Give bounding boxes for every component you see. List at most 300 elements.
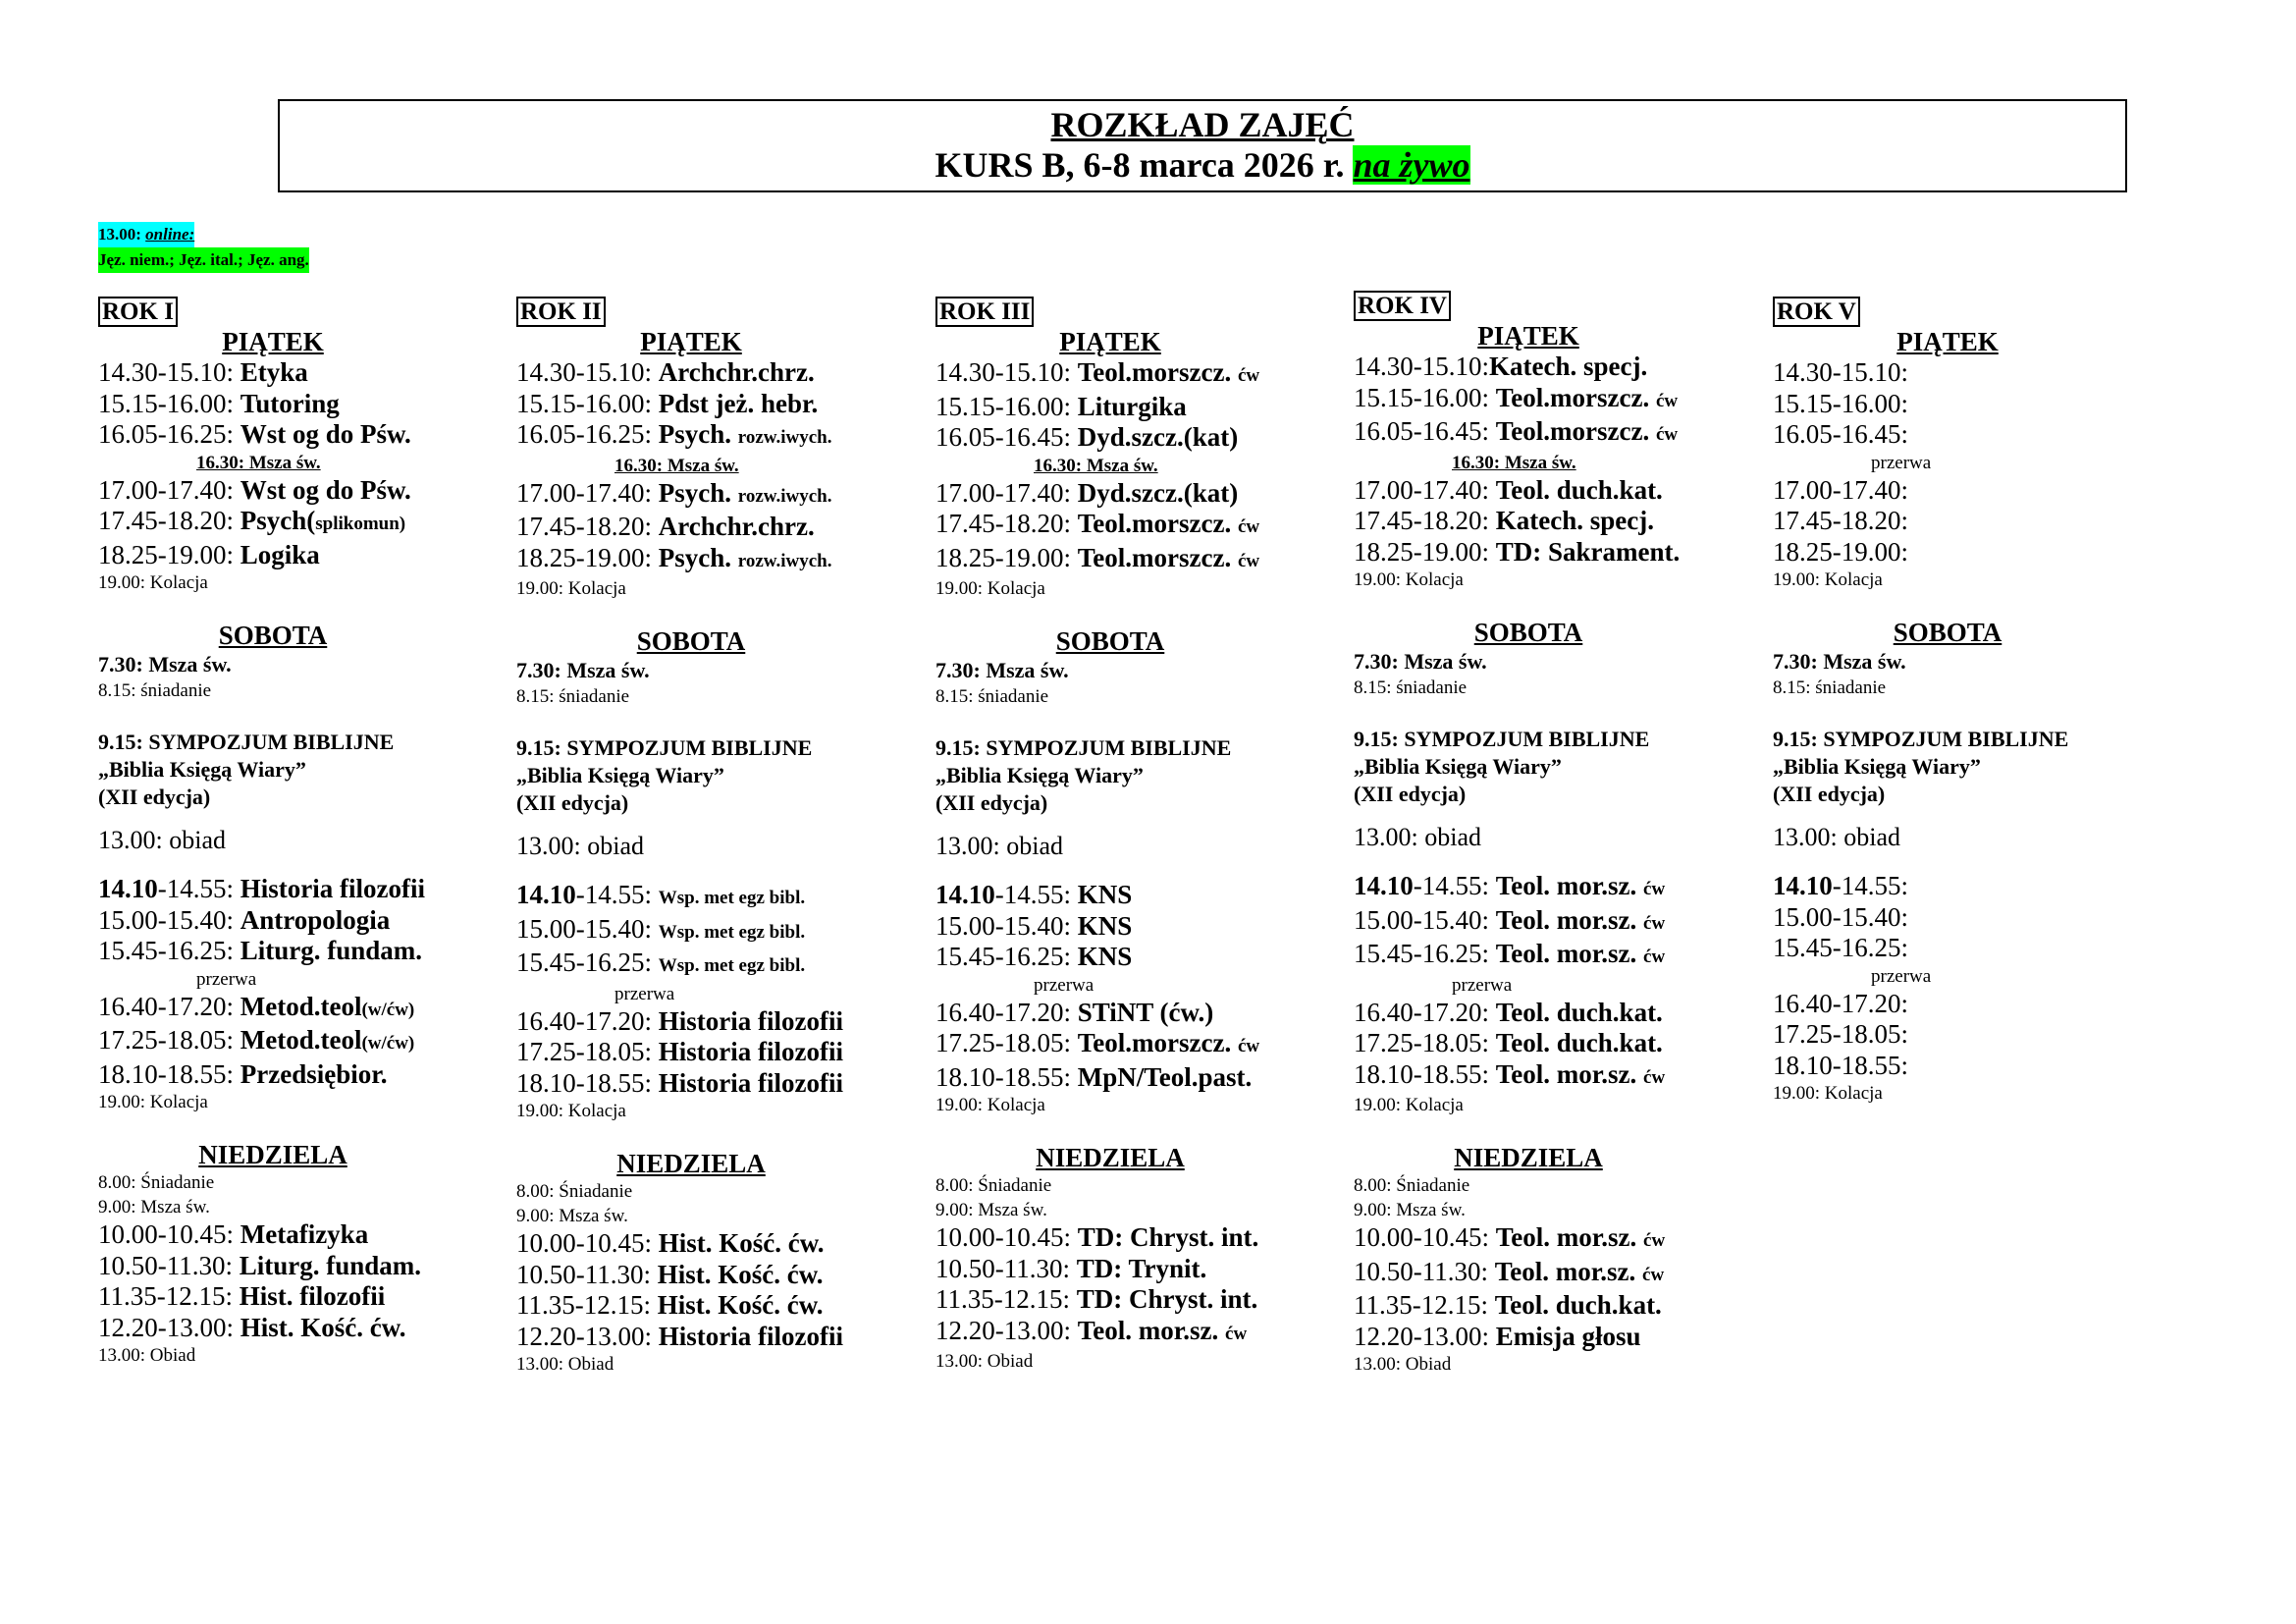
row-time: 16.05-16.45:	[1354, 416, 1496, 446]
row-subject: Teol.morszcz.	[1077, 542, 1238, 572]
schedule-row	[1773, 989, 2165, 1020]
mass-note: 7.30: Msza św.	[935, 658, 1069, 682]
row-time: 18.25-19.00:	[1773, 536, 1908, 567]
spacer	[935, 1117, 1328, 1143]
row-subject-note: ćw	[1237, 550, 1260, 571]
row-time: 14.30-15.10:	[516, 357, 659, 387]
day-heading-sunday: NIEDZIELA	[198, 1140, 347, 1169]
row-subject: TD: Sakrament.	[1495, 536, 1681, 567]
row-subject: KNS	[1077, 880, 1133, 909]
row-subject: Dyd.szcz.(kat)	[1077, 477, 1239, 508]
schedule-row	[935, 392, 1328, 423]
row-subject-note: ćw	[1237, 1036, 1260, 1056]
row-time: 17.00-17.40:	[516, 477, 659, 508]
supper-note: 19.00: Kolacja	[98, 1092, 208, 1112]
mass-note: 7.30: Msza św.	[516, 658, 650, 682]
page-title: ROZKŁAD ZAJĘĆ	[1050, 105, 1355, 144]
year-label: ROK II	[516, 297, 606, 327]
row-time: 15.45-16.25:	[935, 942, 1078, 971]
schedule-row	[1773, 1019, 2165, 1051]
row-subject-note: (w/ćw)	[361, 999, 415, 1020]
year-label: ROK IV	[1354, 291, 1451, 321]
row-subject: MpN/Teol.past.	[1077, 1061, 1253, 1092]
schedule-row	[935, 422, 1328, 454]
row-time: 10.50-11.30:	[1354, 1256, 1495, 1286]
row-time: -14.55:	[1413, 871, 1496, 900]
schedule-row	[935, 1284, 1328, 1316]
row-subject: Tutoring	[240, 388, 340, 418]
spacer	[98, 703, 491, 729]
row-time: 11.35-12.15:	[935, 1284, 1077, 1314]
row-subject: Hist. Kość. ćw.	[657, 1259, 824, 1289]
row-time: 17.00-17.40:	[98, 474, 240, 505]
schedule-row	[98, 1251, 491, 1282]
row-subject: Antropologia	[240, 904, 391, 935]
row-subject-note: ćw	[1642, 1264, 1665, 1285]
year-label: ROK III	[935, 297, 1034, 327]
row-subject-note: ćw	[1643, 1066, 1666, 1088]
page-subtitle	[280, 144, 2125, 186]
row-subject-note: ćw	[1225, 1323, 1248, 1344]
mass-note: 7.30: Msza św.	[1773, 649, 1906, 674]
row-subject: KNS	[1077, 910, 1133, 941]
row-subject: Teol. mor.sz.	[1495, 1058, 1644, 1089]
online-time: 13.00:	[98, 225, 141, 244]
row-subject: Hist. Kość. ćw.	[658, 1228, 825, 1258]
row-time: 11.35-12.15:	[516, 1290, 658, 1320]
symposium-name: „Biblia Księgą Wiary”	[516, 763, 724, 787]
row-subject: Dyd.szcz.(kat)	[1077, 422, 1239, 452]
schedule-row	[98, 1059, 491, 1091]
spacer	[1354, 1117, 1746, 1143]
breakfast-note: 8.00: Śniadanie	[1354, 1175, 1470, 1196]
schedule-row	[935, 1062, 1328, 1094]
mass-row: 16.30: Msza św.	[614, 455, 739, 476]
row-time: 16.40-17.20:	[1354, 997, 1496, 1027]
row-subject: Hist. Kość. ćw.	[657, 1290, 824, 1320]
online-note	[98, 222, 309, 273]
supper-note: 19.00: Kolacja	[1354, 569, 1464, 590]
row-time: 15.00-15.40:	[935, 910, 1078, 941]
breakfast-note: 8.15: śniadanie	[935, 686, 1049, 707]
schedule-row	[935, 998, 1328, 1029]
spacer	[516, 601, 909, 626]
row-time: 16.40-17.20:	[935, 997, 1078, 1027]
break-row: przerwa	[1452, 974, 1513, 996]
mass-note: 7.30: Msza św.	[1354, 649, 1487, 674]
row-subject: Historia filozofii	[240, 874, 425, 903]
live-badge: na żywo	[1353, 145, 1470, 185]
schedule-row	[1773, 1051, 2165, 1082]
row-time-start: 14.10	[1354, 871, 1414, 900]
row-subject: Teol. duch.kat.	[1495, 997, 1663, 1027]
schedule-row	[516, 880, 909, 914]
breakfast-note: 8.00: Śniadanie	[935, 1175, 1052, 1196]
row-time: 14.30-15.10:	[1773, 357, 1908, 387]
row-subject: Katech. specj.	[1495, 506, 1654, 535]
row-time: 15.45-16.25:	[516, 947, 659, 977]
lunch-note: 13.00: Obiad	[1354, 1354, 1452, 1375]
row-subject-note: ćw	[1643, 947, 1666, 967]
row-time: 17.45-18.20:	[98, 506, 240, 535]
row-time: 17.00-17.40:	[1773, 474, 1908, 505]
row-time: 18.10-18.55:	[935, 1061, 1078, 1092]
row-subject: Historia filozofii	[658, 1005, 843, 1036]
row-subject: Teol.morszcz.	[1077, 1028, 1238, 1057]
row-subject-note: ćw	[1237, 516, 1260, 537]
online-languages: Jęz. niem.; Jęz. ital.; Jęz. ang.	[98, 247, 309, 273]
row-time: 15.45-16.25:	[1773, 933, 1908, 962]
symposium-title: 9.15: SYMPOZJUM BIBLIJNE	[935, 735, 1232, 760]
symposium-edition: (XII edycja)	[98, 785, 211, 809]
row-time: 15.00-15.40:	[1354, 904, 1496, 935]
row-subject: Metafizyka	[240, 1219, 369, 1249]
title-box	[278, 99, 2127, 192]
row-subject-note: ćw	[1655, 390, 1679, 411]
schedule-row	[935, 1222, 1328, 1254]
schedule-row	[516, 1228, 909, 1260]
symposium-edition: (XII edycja)	[1354, 782, 1467, 806]
symposium-title: 9.15: SYMPOZJUM BIBLIJNE	[1354, 727, 1650, 751]
schedule-row	[1773, 506, 2165, 537]
supper-note: 19.00: Kolacja	[935, 1095, 1045, 1115]
row-subject: Wst og do Pśw.	[240, 419, 411, 449]
spacer	[935, 709, 1328, 734]
row-time: 17.25-18.05:	[1773, 1019, 1908, 1049]
row-subject: Teol. mor.sz.	[1495, 904, 1644, 935]
break-row: przerwa	[1871, 965, 1932, 987]
row-subject-note: ćw	[1643, 1230, 1666, 1251]
schedule-row	[935, 880, 1328, 911]
row-time: 17.45-18.20:	[935, 509, 1078, 538]
row-time: 15.00-15.40:	[98, 904, 240, 935]
row-subject: Hist. filozofii	[239, 1281, 386, 1311]
row-time: 18.10-18.55:	[98, 1058, 240, 1089]
row-subject: Liturgika	[1077, 391, 1187, 421]
row-time: 14.30-15.10:	[1354, 352, 1489, 381]
row-subject: Wst og do Pśw.	[240, 474, 411, 505]
breakfast-note: 8.15: śniadanie	[1773, 677, 1887, 698]
schedule-row	[1354, 1222, 1746, 1257]
schedule-row	[98, 506, 491, 540]
subtitle-main: KURS B, 6-8 marca 2026 r.	[934, 145, 1345, 185]
row-time: 10.50-11.30:	[935, 1253, 1077, 1283]
mass-note: 9.00: Msza św.	[1354, 1200, 1466, 1220]
mass-note: 7.30: Msza św.	[98, 652, 232, 677]
schedule-row	[1354, 1257, 1746, 1291]
supper-note: 19.00: Kolacja	[98, 572, 208, 593]
schedule-row	[516, 1260, 909, 1291]
spacer	[98, 595, 491, 621]
row-time: 17.45-18.20:	[1773, 506, 1908, 535]
row-subject: Archchr.chrz.	[658, 357, 815, 387]
schedule-row	[935, 1254, 1328, 1285]
spacer	[935, 601, 1328, 626]
day-heading-saturday: SOBOTA	[218, 621, 328, 650]
schedule-row	[1354, 537, 1746, 568]
row-time: -14.55:	[1832, 871, 1908, 900]
row-time: 12.20-13.00:	[935, 1315, 1078, 1345]
day-heading-friday: PIĄTEK	[1896, 327, 1999, 356]
year-column	[935, 297, 1328, 1374]
schedule-row	[516, 357, 909, 389]
row-time: 16.40-17.20:	[98, 991, 240, 1021]
year-label: ROK V	[1773, 297, 1860, 327]
supper-note: 19.00: Kolacja	[1354, 1095, 1464, 1115]
mass-row: 16.30: Msza św.	[1034, 455, 1158, 476]
spacer	[1354, 700, 1746, 726]
row-time: 12.20-13.00:	[98, 1312, 240, 1342]
schedule-row	[1354, 352, 1746, 383]
schedule-row	[1354, 416, 1746, 451]
schedule-row	[98, 1313, 491, 1344]
schedule-row	[1354, 1322, 1746, 1353]
schedule-row	[516, 1068, 909, 1100]
row-subject: Metod.teol	[240, 1025, 362, 1055]
row-subject-note: splikomun)	[315, 514, 406, 534]
supper-note: 19.00: Kolacja	[516, 1101, 626, 1121]
schedule-row	[98, 992, 491, 1026]
row-time: 10.00-10.45:	[98, 1219, 240, 1249]
row-subject: Teol. mor.sz.	[1495, 1222, 1644, 1252]
schedule-row	[1354, 383, 1746, 417]
schedule-row	[516, 478, 909, 513]
row-subject-note: rozw.iwych.	[737, 427, 832, 448]
row-subject: Pdst jeż. hebr.	[658, 388, 819, 418]
schedule-row	[935, 911, 1328, 943]
schedule-row	[516, 914, 909, 948]
mass-note: 9.00: Msza św.	[935, 1200, 1047, 1220]
row-subject: Teol. duch.kat.	[1495, 474, 1663, 505]
row-time: -14.55:	[157, 874, 240, 903]
schedule-row	[1773, 871, 2165, 902]
row-subject: Teol.morszcz.	[1495, 416, 1656, 446]
row-subject: Teol. mor.sz.	[1077, 1315, 1226, 1345]
symposium-name: „Biblia Księgą Wiary”	[98, 757, 306, 782]
row-time: 15.15-16.00:	[935, 391, 1078, 421]
schedule-row	[1354, 1028, 1746, 1059]
schedule-row	[935, 942, 1328, 973]
row-subject-note: ćw	[1237, 365, 1260, 386]
row-time-start: 14.10	[516, 880, 576, 909]
schedule-row	[1773, 902, 2165, 934]
symposium-name: „Biblia Księgą Wiary”	[1773, 754, 1981, 779]
supper-note: 19.00: Kolacja	[1773, 569, 1883, 590]
row-time: 18.10-18.55:	[1354, 1058, 1496, 1089]
schedule-row	[98, 475, 491, 507]
row-time: 16.40-17.20:	[1773, 988, 1908, 1018]
row-subject: Teol. duch.kat.	[1495, 1028, 1663, 1057]
schedule-row	[935, 357, 1328, 392]
schedule-row	[1354, 998, 1746, 1029]
schedule-row	[98, 1219, 491, 1251]
schedule-row	[516, 1322, 909, 1353]
online-note-time	[98, 222, 194, 247]
schedule-row	[1354, 939, 1746, 973]
row-time: 16.40-17.20:	[516, 1005, 659, 1036]
row-subject: Teol.morszcz.	[1077, 357, 1238, 387]
row-time: 10.50-11.30:	[516, 1259, 658, 1289]
schedule-row	[516, 947, 909, 982]
row-time: 14.30-15.10:	[935, 357, 1078, 387]
row-subject: TD: Chryst. int.	[1077, 1222, 1259, 1252]
row-time: 15.00-15.40:	[516, 913, 659, 944]
lunch-note: 13.00: obiad	[516, 832, 644, 860]
row-time-start: 14.10	[1773, 871, 1833, 900]
row-time: 17.25-18.05:	[516, 1037, 659, 1066]
row-time: 12.20-13.00:	[1354, 1321, 1496, 1351]
symposium-title: 9.15: SYMPOZJUM BIBLIJNE	[98, 730, 395, 754]
row-subject: Teol. duch.kat.	[1494, 1290, 1662, 1320]
row-subject: STiNT (ćw.)	[1077, 997, 1214, 1027]
row-time: 18.25-19.00:	[98, 539, 240, 569]
row-time: 18.10-18.55:	[1773, 1050, 1908, 1080]
row-time: -14.55:	[994, 880, 1078, 909]
lunch-note: 13.00: Obiad	[516, 1354, 614, 1375]
row-time: 10.00-10.45:	[516, 1228, 659, 1258]
row-time: 15.15-16.00:	[516, 388, 659, 418]
supper-note: 19.00: Kolacja	[1773, 1083, 1883, 1104]
symposium-edition: (XII edycja)	[935, 790, 1048, 815]
schedule-row	[1354, 475, 1746, 507]
year-column	[1773, 297, 2165, 1106]
symposium-title: 9.15: SYMPOZJUM BIBLIJNE	[516, 735, 813, 760]
lunch-note: 13.00: obiad	[1773, 823, 1900, 851]
supper-note: 19.00: Kolacja	[935, 578, 1045, 599]
breakfast-note: 8.15: śniadanie	[1354, 677, 1468, 698]
row-time: 16.05-16.25:	[98, 419, 240, 449]
schedule-row	[1773, 419, 2165, 451]
schedule-row	[1354, 1290, 1746, 1322]
row-time: 17.25-18.05:	[1354, 1028, 1496, 1057]
lunch-note: 13.00: Obiad	[98, 1345, 196, 1366]
day-heading-saturday: SOBOTA	[1473, 618, 1583, 647]
schedule-row	[516, 512, 909, 543]
row-subject: Katech. specj.	[1489, 352, 1648, 381]
schedule-row	[935, 1028, 1328, 1062]
schedule-row	[98, 874, 491, 905]
spacer	[1773, 700, 2165, 726]
schedule-row	[98, 1281, 491, 1313]
row-time: 14.30-15.10:	[98, 357, 240, 387]
symposium-edition: (XII edycja)	[1773, 782, 1886, 806]
schedule-row	[1354, 506, 1746, 537]
schedule-row	[1354, 1059, 1746, 1094]
row-time: -14.55:	[575, 880, 659, 909]
schedule-row	[98, 1025, 491, 1059]
schedule-row	[516, 1006, 909, 1038]
row-subject-note: (w/ćw)	[361, 1033, 415, 1054]
row-subject: Teol. mor.sz.	[1495, 939, 1644, 968]
schedule-row	[935, 478, 1328, 510]
break-row: przerwa	[1871, 452, 1932, 473]
row-subject: Logika	[240, 539, 320, 569]
break-row: przerwa	[1034, 974, 1095, 996]
schedule-row	[516, 1290, 909, 1322]
row-time: 10.00-10.45:	[935, 1222, 1078, 1252]
row-time: 15.15-16.00:	[98, 388, 240, 418]
schedule-row	[1773, 475, 2165, 507]
breakfast-note: 8.15: śniadanie	[98, 680, 212, 701]
mass-note: 9.00: Msza św.	[516, 1206, 628, 1226]
row-subject: Liturg. fundam.	[240, 936, 423, 965]
row-time: 18.10-18.55:	[516, 1067, 659, 1098]
lunch-note: 13.00: obiad	[98, 826, 226, 854]
day-heading-saturday: SOBOTA	[1055, 626, 1165, 656]
day-heading-sunday: NIEDZIELA	[1036, 1143, 1185, 1172]
row-subject: Archchr.chrz.	[658, 512, 815, 541]
row-subject: Hist. Kość. ćw.	[240, 1312, 406, 1342]
year-column	[516, 297, 909, 1377]
day-heading-sunday: NIEDZIELA	[616, 1149, 766, 1178]
schedule-row	[98, 936, 491, 967]
break-row: przerwa	[196, 968, 257, 990]
row-subject: Psych.	[658, 419, 738, 449]
break-row: przerwa	[614, 983, 675, 1004]
row-time: 10.00-10.45:	[1354, 1222, 1496, 1252]
spacer	[98, 1114, 491, 1140]
spacer	[516, 1123, 909, 1149]
row-time: 15.45-16.25:	[1354, 939, 1496, 968]
schedule-row	[516, 543, 909, 577]
day-heading-saturday: SOBOTA	[636, 626, 746, 656]
schedule-row	[98, 419, 491, 451]
row-time: 15.15-16.00:	[1773, 388, 1908, 418]
row-subject-note: rozw.iwych.	[737, 550, 832, 571]
symposium-name: „Biblia Księgą Wiary”	[935, 763, 1144, 787]
row-subject: Teol.morszcz.	[1495, 382, 1656, 412]
row-subject: Psych.	[658, 542, 738, 572]
schedule-row	[1773, 389, 2165, 420]
online-label: online:	[145, 225, 195, 244]
row-time: 15.15-16.00:	[1354, 382, 1496, 412]
row-time: 16.05-16.25:	[516, 419, 659, 449]
schedule-row	[98, 389, 491, 420]
schedule-row	[98, 357, 491, 389]
row-subject: TD: Trynit.	[1076, 1253, 1207, 1283]
year-column	[98, 297, 491, 1368]
schedule-row	[98, 540, 491, 571]
row-subject: KNS	[1077, 942, 1133, 971]
breakfast-note: 8.00: Śniadanie	[516, 1181, 633, 1202]
day-heading-friday: PIĄTEK	[222, 327, 324, 356]
row-subject-note: rozw.iwych.	[737, 485, 832, 507]
row-time: 15.45-16.25:	[98, 936, 240, 965]
schedule-row	[935, 509, 1328, 543]
row-time: 17.45-18.20:	[1354, 506, 1496, 535]
schedule-row	[935, 543, 1328, 577]
day-heading-sunday: NIEDZIELA	[1454, 1143, 1603, 1172]
lunch-note: 13.00: obiad	[1354, 823, 1481, 851]
row-time: 18.25-19.00:	[1354, 536, 1496, 567]
row-time: 18.25-19.00:	[935, 542, 1078, 572]
row-subject: TD: Chryst. int.	[1076, 1284, 1258, 1314]
symposium-name: „Biblia Księgą Wiary”	[1354, 754, 1562, 779]
day-heading-friday: PIĄTEK	[640, 327, 742, 356]
row-time: 15.00-15.40:	[1773, 901, 1908, 932]
symposium-title: 9.15: SYMPOZJUM BIBLIJNE	[1773, 727, 2069, 751]
schedule-row	[98, 905, 491, 937]
row-subject: Metod.teol	[240, 991, 362, 1021]
row-time: 11.35-12.15:	[98, 1281, 240, 1311]
row-subject: Teol.morszcz.	[1077, 509, 1238, 538]
row-subject: Teol. mor.sz.	[1494, 1256, 1643, 1286]
row-time: 11.35-12.15:	[1354, 1290, 1495, 1320]
lunch-note: 13.00: obiad	[935, 832, 1063, 860]
row-time: 17.25-18.05:	[98, 1025, 240, 1055]
row-subject: Liturg. fundam.	[239, 1250, 422, 1280]
row-subject-note: Wsp. met egz bibl.	[658, 921, 806, 943]
